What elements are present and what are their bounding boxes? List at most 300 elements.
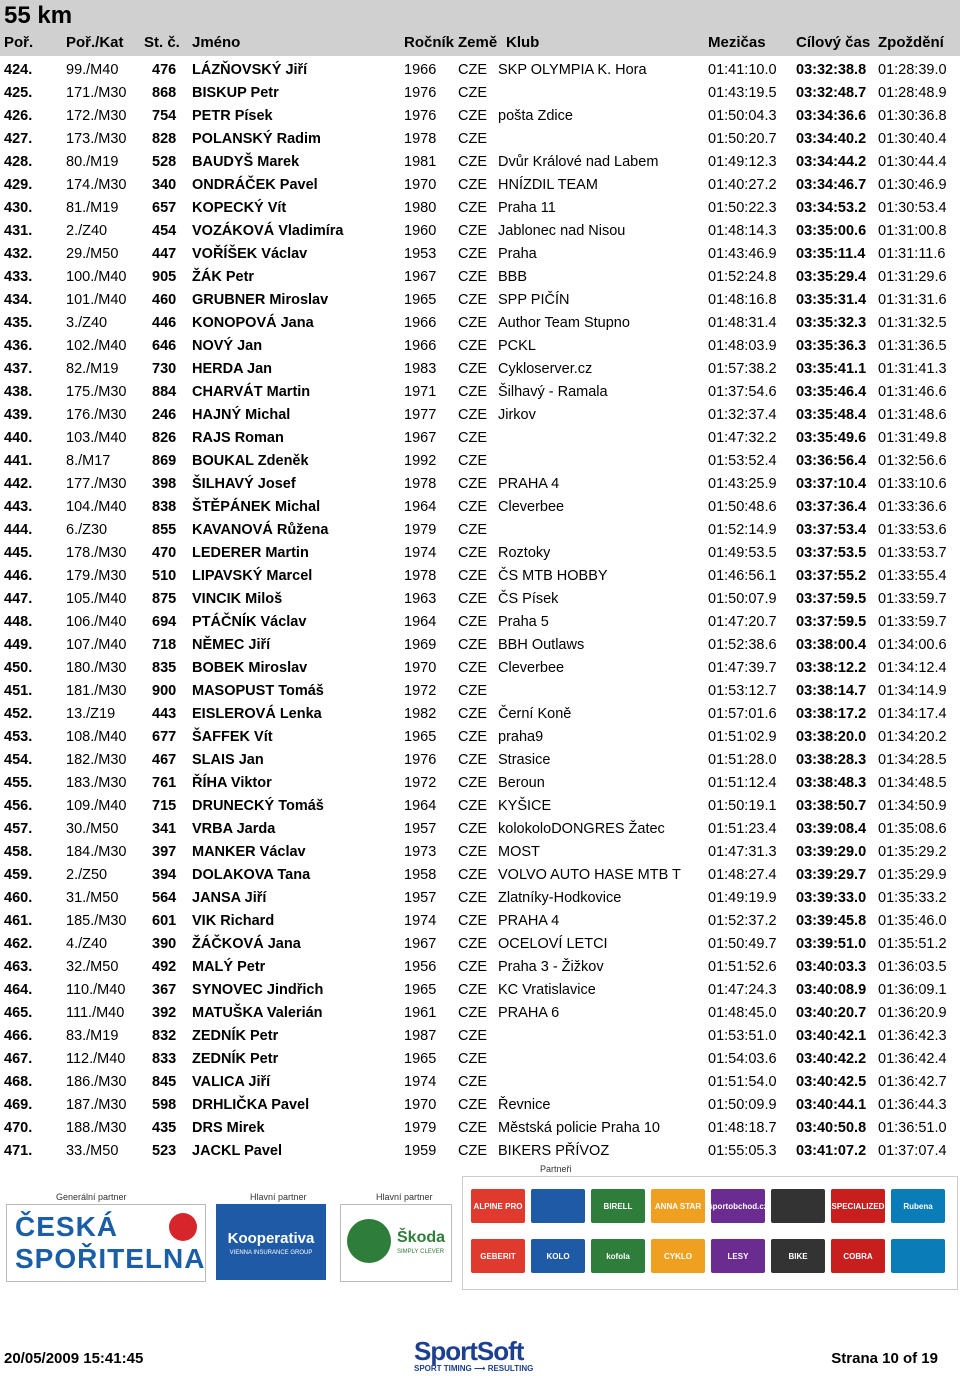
row-club: BBH Outlaws [498,637,585,653]
row-country: CZE [458,545,487,561]
row-year: 1966 [404,315,437,331]
row-position: 459. [4,867,33,883]
row-name: LÁZŇOVSKÝ Jiří [192,62,308,78]
cs-logo-line2: SPOŘITELNA [15,1243,206,1274]
row-category-position: 80./M19 [66,154,119,170]
row-start-number: 564 [152,890,177,906]
row-name: BOBEK Miroslav [192,660,308,676]
row-country: CZE [458,867,487,883]
row-split: 01:53:52.4 [708,453,777,469]
row-split: 01:50:07.9 [708,591,777,607]
row-gap: 01:36:42.4 [878,1051,947,1067]
row-finish-time: 03:40:03.3 [796,959,867,975]
row-category-position: 180./M30 [66,660,127,676]
row-category-position: 181./M30 [66,683,127,699]
row-name: BOUKAL Zdeněk [192,453,309,469]
row-name: LEDERER Martin [192,545,309,561]
row-name: KONOPOVÁ Jana [192,315,314,331]
row-split: 01:49:53.5 [708,545,777,561]
row-year: 1960 [404,223,437,239]
row-gap: 01:31:32.5 [878,315,947,331]
row-position: 432. [4,246,33,262]
row-start-number: 435 [152,1120,177,1136]
table-row [0,242,960,265]
row-split: 01:48:31.4 [708,315,777,331]
row-year: 1966 [404,62,437,78]
row-position: 467. [4,1051,33,1067]
row-finish-time: 03:40:42.2 [796,1051,867,1067]
row-finish-time: 03:40:42.5 [796,1074,867,1090]
row-name: ŠILHAVÝ Josef [192,476,296,492]
table-row [0,127,960,150]
row-category-position: 8./M17 [66,453,111,469]
row-category-position: 103./M40 [66,430,127,446]
row-split: 01:57:38.2 [708,361,777,377]
sportsoft-logo [414,1336,550,1374]
row-name: NĚMEC Jiří [192,637,271,653]
row-country: CZE [458,752,487,768]
row-split: 01:47:32.2 [708,430,777,446]
row-category-position: 187./M30 [66,1097,127,1113]
row-name: CHARVÁT Martin [192,384,311,400]
table-row [0,840,960,863]
row-year: 1976 [404,752,437,768]
row-finish-time: 03:35:49.6 [796,430,867,446]
row-name: SLAIS Jan [192,752,264,768]
row-club: BIKERS PŘÍVOZ [498,1143,610,1159]
row-finish-time: 03:37:59.5 [796,591,867,607]
row-gap: 01:35:08.6 [878,821,947,837]
row-finish-time: 03:35:48.4 [796,407,867,423]
row-gap: 01:36:42.7 [878,1074,947,1090]
row-finish-time: 03:38:48.3 [796,775,867,791]
row-name: SYNOVEC Jindřich [192,982,324,998]
row-category-position: 178./M30 [66,545,127,561]
table-row [0,932,960,955]
row-finish-time: 03:34:44.2 [796,154,867,170]
row-category-position: 184./M30 [66,844,127,860]
row-start-number: 838 [152,499,177,515]
table-row [0,104,960,127]
row-position: 438. [4,384,33,400]
row-category-position: 105./M40 [66,591,127,607]
row-country: CZE [458,821,487,837]
row-category-position: 83./M19 [66,1028,119,1044]
row-split: 01:48:45.0 [708,1005,777,1021]
row-finish-time: 03:35:00.6 [796,223,867,239]
row-category-position: 2./Z50 [66,867,108,883]
row-year: 1965 [404,982,437,998]
row-start-number: 875 [152,591,177,607]
row-country: CZE [458,292,487,308]
table-row [0,1139,960,1162]
row-start-number: 694 [152,614,177,630]
row-club: Zlatníky-Hodkovice [498,890,622,906]
row-gap: 01:34:20.2 [878,729,947,745]
row-start-number: 394 [152,867,177,883]
row-category-position: 109./M40 [66,798,127,814]
row-start-number: 715 [152,798,177,814]
row-category-position: 175./M30 [66,384,127,400]
row-year: 1957 [404,821,437,837]
row-split: 01:50:19.1 [708,798,777,814]
row-finish-time: 03:37:53.4 [796,522,867,538]
row-gap: 01:35:29.9 [878,867,947,883]
table-row [0,449,960,472]
row-position: 446. [4,568,33,584]
row-club: Cleverbee [498,660,565,676]
row-year: 1965 [404,729,437,745]
row-split: 01:52:24.8 [708,269,777,285]
table-row [0,587,960,610]
row-category-position: 100./M40 [66,269,127,285]
row-split: 01:47:39.7 [708,660,777,676]
row-country: CZE [458,660,487,676]
row-name: JANSA Jiří [192,890,267,906]
table-row [0,1001,960,1024]
row-split: 01:49:12.3 [708,154,777,170]
partners-grid [462,1176,958,1290]
row-name: DRS Mirek [192,1120,265,1136]
row-year: 1987 [404,1028,437,1044]
row-name: HERDA Jan [192,361,273,377]
row-gap: 01:30:46.9 [878,177,947,193]
page-number: Strana 10 of 19 [831,1350,938,1367]
row-position: 424. [4,62,33,78]
row-gap: 01:33:59.7 [878,614,947,630]
row-year: 1964 [404,499,437,515]
row-gap: 01:32:56.6 [878,453,947,469]
row-club: VOLVO AUTO HASE MTB T [498,867,681,883]
row-country: CZE [458,499,487,515]
row-name: ONDRÁČEK Pavel [192,177,318,193]
row-start-number: 510 [152,568,177,584]
row-gap: 01:36:20.9 [878,1005,947,1021]
row-country: CZE [458,959,487,975]
row-country: CZE [458,476,487,492]
row-name: BAUDYŠ Marek [192,154,300,170]
row-name: DRHLIČKA Pavel [192,1097,310,1113]
row-finish-time: 03:35:41.1 [796,361,867,377]
row-country: CZE [458,1143,487,1159]
row-name: PETR Písek [192,108,273,124]
row-finish-time: 03:39:08.4 [796,821,867,837]
row-club: SKP OLYMPIA K. Hora [498,62,647,78]
row-start-number: 598 [152,1097,177,1113]
row-year: 1980 [404,200,437,216]
row-club: KYŠICE [498,798,552,814]
main-partner-label-2: Hlavní partner [376,1192,433,1202]
row-gap: 01:35:51.2 [878,936,947,952]
skoda-logo-name: Škoda [397,1229,446,1246]
ceska-sporitelna-logo [6,1204,206,1282]
table-row [0,564,960,587]
row-country: CZE [458,62,487,78]
row-year: 1982 [404,706,437,722]
col-gap: Zpoždění [878,34,944,51]
row-year: 1978 [404,476,437,492]
row-start-number: 528 [152,154,177,170]
partners-label: Partneři [540,1164,572,1174]
row-club: Městská policie Praha 10 [498,1120,660,1136]
table-row [0,633,960,656]
row-position: 469. [4,1097,33,1113]
row-name: HAJNÝ Michal [192,407,291,423]
row-club: PRAHA 4 [498,476,560,492]
row-year: 1964 [404,614,437,630]
row-gap: 01:33:59.7 [878,591,947,607]
row-finish-time: 03:38:14.7 [796,683,867,699]
row-name: VOŘÍŠEK Václav [192,246,308,262]
row-split: 01:47:31.3 [708,844,777,860]
row-country: CZE [458,614,487,630]
partner-logo: BIKE [771,1239,825,1273]
row-split: 01:50:49.7 [708,936,777,952]
row-start-number: 397 [152,844,177,860]
row-name: DRUNECKÝ Tomáš [192,798,324,814]
row-start-number: 340 [152,177,177,193]
row-gap: 01:28:39.0 [878,62,947,78]
row-year: 1973 [404,844,437,860]
partner-logo [531,1189,585,1223]
col-name: Jméno [192,34,241,51]
row-year: 1974 [404,545,437,561]
row-category-position: 108./M40 [66,729,127,745]
row-club: PCKL [498,338,536,354]
row-gap: 01:34:48.5 [878,775,947,791]
row-split: 01:40:27.2 [708,177,777,193]
row-name: MATUŠKA Valerián [192,1005,323,1021]
row-country: CZE [458,177,487,193]
row-finish-time: 03:39:29.0 [796,844,867,860]
row-finish-time: 03:40:50.8 [796,1120,867,1136]
row-category-position: 82./M19 [66,361,119,377]
row-finish-time: 03:40:08.9 [796,982,867,998]
row-club: ČS Písek [498,591,559,607]
table-row [0,1024,960,1047]
row-gap: 01:31:31.6 [878,292,947,308]
row-split: 01:46:56.1 [708,568,777,584]
row-year: 1974 [404,913,437,929]
table-row [0,495,960,518]
row-country: CZE [458,844,487,860]
kooperativa-logo [216,1204,326,1280]
table-row [0,1116,960,1139]
row-position: 455. [4,775,33,791]
table-row [0,656,960,679]
row-finish-time: 03:35:11.4 [796,246,866,262]
row-year: 1970 [404,177,437,193]
row-start-number: 523 [152,1143,177,1159]
table-row [0,380,960,403]
table-row [0,541,960,564]
table-row [0,58,960,81]
row-finish-time: 03:37:59.5 [796,614,867,630]
row-position: 434. [4,292,33,308]
row-name: ŽÁK Petr [192,269,255,285]
row-position: 445. [4,545,33,561]
table-row [0,863,960,886]
row-start-number: 446 [152,315,177,331]
row-category-position: 102./M40 [66,338,127,354]
row-position: 444. [4,522,33,538]
row-position: 461. [4,913,33,929]
row-country: CZE [458,108,487,124]
row-country: CZE [458,1120,487,1136]
row-name: LIPAVSKÝ Marcel [192,568,313,584]
row-country: CZE [458,1097,487,1113]
table-row [0,679,960,702]
row-split: 01:54:03.6 [708,1051,777,1067]
row-name: VRBA Jarda [192,821,276,837]
row-position: 439. [4,407,33,423]
row-country: CZE [458,706,487,722]
row-name: ŽÁČKOVÁ Jana [192,936,301,952]
partner-logo: ALPINE PRO [471,1189,525,1223]
row-finish-time: 03:34:46.7 [796,177,867,193]
row-finish-time: 03:40:20.7 [796,1005,867,1021]
partner-logo: ANNA STAR [651,1189,705,1223]
row-name: POLANSKÝ Radim [192,131,321,147]
row-country: CZE [458,200,487,216]
row-split: 01:50:09.9 [708,1097,777,1113]
row-category-position: 31./M50 [66,890,119,906]
partner-logo: COBRA [831,1239,885,1273]
row-finish-time: 03:35:46.4 [796,384,867,400]
row-year: 1977 [404,407,437,423]
col-start-number: St. č. [144,34,180,51]
row-category-position: 177./M30 [66,476,127,492]
row-year: 1978 [404,131,437,147]
row-gap: 01:34:28.5 [878,752,947,768]
col-category-position: Poř./Kat [66,34,124,51]
row-position: 471. [4,1143,33,1159]
row-name: ŘÍHA Viktor [192,775,272,791]
general-partner-label: Generální partner [56,1192,127,1202]
row-year: 1957 [404,890,437,906]
row-year: 1965 [404,292,437,308]
row-club: Cykloserver.cz [498,361,593,377]
row-club: Dvůr Králové nad Labem [498,154,659,170]
row-position: 430. [4,200,33,216]
row-country: CZE [458,407,487,423]
row-position: 468. [4,1074,33,1090]
row-club: Strasice [498,752,551,768]
col-country: Země [458,34,498,51]
row-position: 442. [4,476,33,492]
row-club: OCELOVÍ LETCI [498,936,608,952]
row-category-position: 81./M19 [66,200,119,216]
row-start-number: 833 [152,1051,177,1067]
row-category-position: 30./M50 [66,821,119,837]
row-position: 452. [4,706,33,722]
row-club: Praha [498,246,537,262]
row-club: KC Vratislavice [498,982,596,998]
row-split: 01:48:03.9 [708,338,777,354]
race-title: 55 km [4,2,73,29]
row-country: CZE [458,522,487,538]
row-club: ČS MTB HOBBY [498,568,608,584]
row-split: 01:50:20.7 [708,131,777,147]
row-finish-time: 03:37:10.4 [796,476,867,492]
col-club: Klub [506,34,540,51]
row-split: 01:53:12.7 [708,683,777,699]
row-year: 1970 [404,660,437,676]
cs-logo-line1: ČESKÁ [15,1211,119,1242]
table-row [0,173,960,196]
row-year: 1979 [404,1120,437,1136]
row-gap: 01:36:03.5 [878,959,947,975]
row-club: Beroun [498,775,545,791]
table-row [0,81,960,104]
row-start-number: 367 [152,982,177,998]
row-gap: 01:34:17.4 [878,706,947,722]
row-start-number: 754 [152,108,177,124]
row-finish-time: 03:34:40.2 [796,131,867,147]
row-start-number: 718 [152,637,177,653]
row-finish-time: 03:40:44.1 [796,1097,867,1113]
row-split: 01:53:51.0 [708,1028,777,1044]
results-table [0,58,960,1162]
row-start-number: 392 [152,1005,177,1021]
row-finish-time: 03:38:28.3 [796,752,867,768]
table-row [0,1070,960,1093]
row-start-number: 869 [152,453,177,469]
partner-logo: SPECIALIZED [831,1189,885,1223]
partner-logo: kofola [591,1239,645,1273]
row-year: 1972 [404,775,437,791]
row-position: 457. [4,821,33,837]
table-row [0,794,960,817]
row-position: 448. [4,614,33,630]
row-split: 01:52:14.9 [708,522,777,538]
row-club: Praha 11 [498,200,556,216]
skoda-logo-sub: SIMPLY CLEVER [397,1249,445,1255]
row-position: 427. [4,131,33,147]
row-gap: 01:31:41.3 [878,361,947,377]
row-gap: 01:31:00.8 [878,223,947,239]
row-country: CZE [458,936,487,952]
row-position: 466. [4,1028,33,1044]
row-split: 01:47:20.7 [708,614,777,630]
row-category-position: 179./M30 [66,568,127,584]
row-start-number: 467 [152,752,177,768]
col-year: Ročník [404,34,455,51]
row-position: 462. [4,936,33,952]
table-row [0,886,960,909]
row-year: 1966 [404,338,437,354]
row-finish-time: 03:38:12.2 [796,660,867,676]
table-row [0,150,960,173]
row-position: 441. [4,453,33,469]
cs-logo-mark-icon [169,1213,197,1241]
row-year: 1967 [404,936,437,952]
row-split: 01:49:19.9 [708,890,777,906]
row-start-number: 905 [152,269,177,285]
row-country: CZE [458,85,487,101]
row-finish-time: 03:32:48.7 [796,85,867,101]
row-category-position: 110./M40 [66,982,126,998]
table-row [0,955,960,978]
row-club: Řevnice [498,1097,551,1113]
row-country: CZE [458,1005,487,1021]
row-country: CZE [458,453,487,469]
row-club: kolokoloDONGRES Žatec [498,821,665,837]
row-year: 1976 [404,108,437,124]
table-row [0,1047,960,1070]
row-category-position: 185./M30 [66,913,127,929]
skoda-emblem-icon [347,1219,391,1263]
